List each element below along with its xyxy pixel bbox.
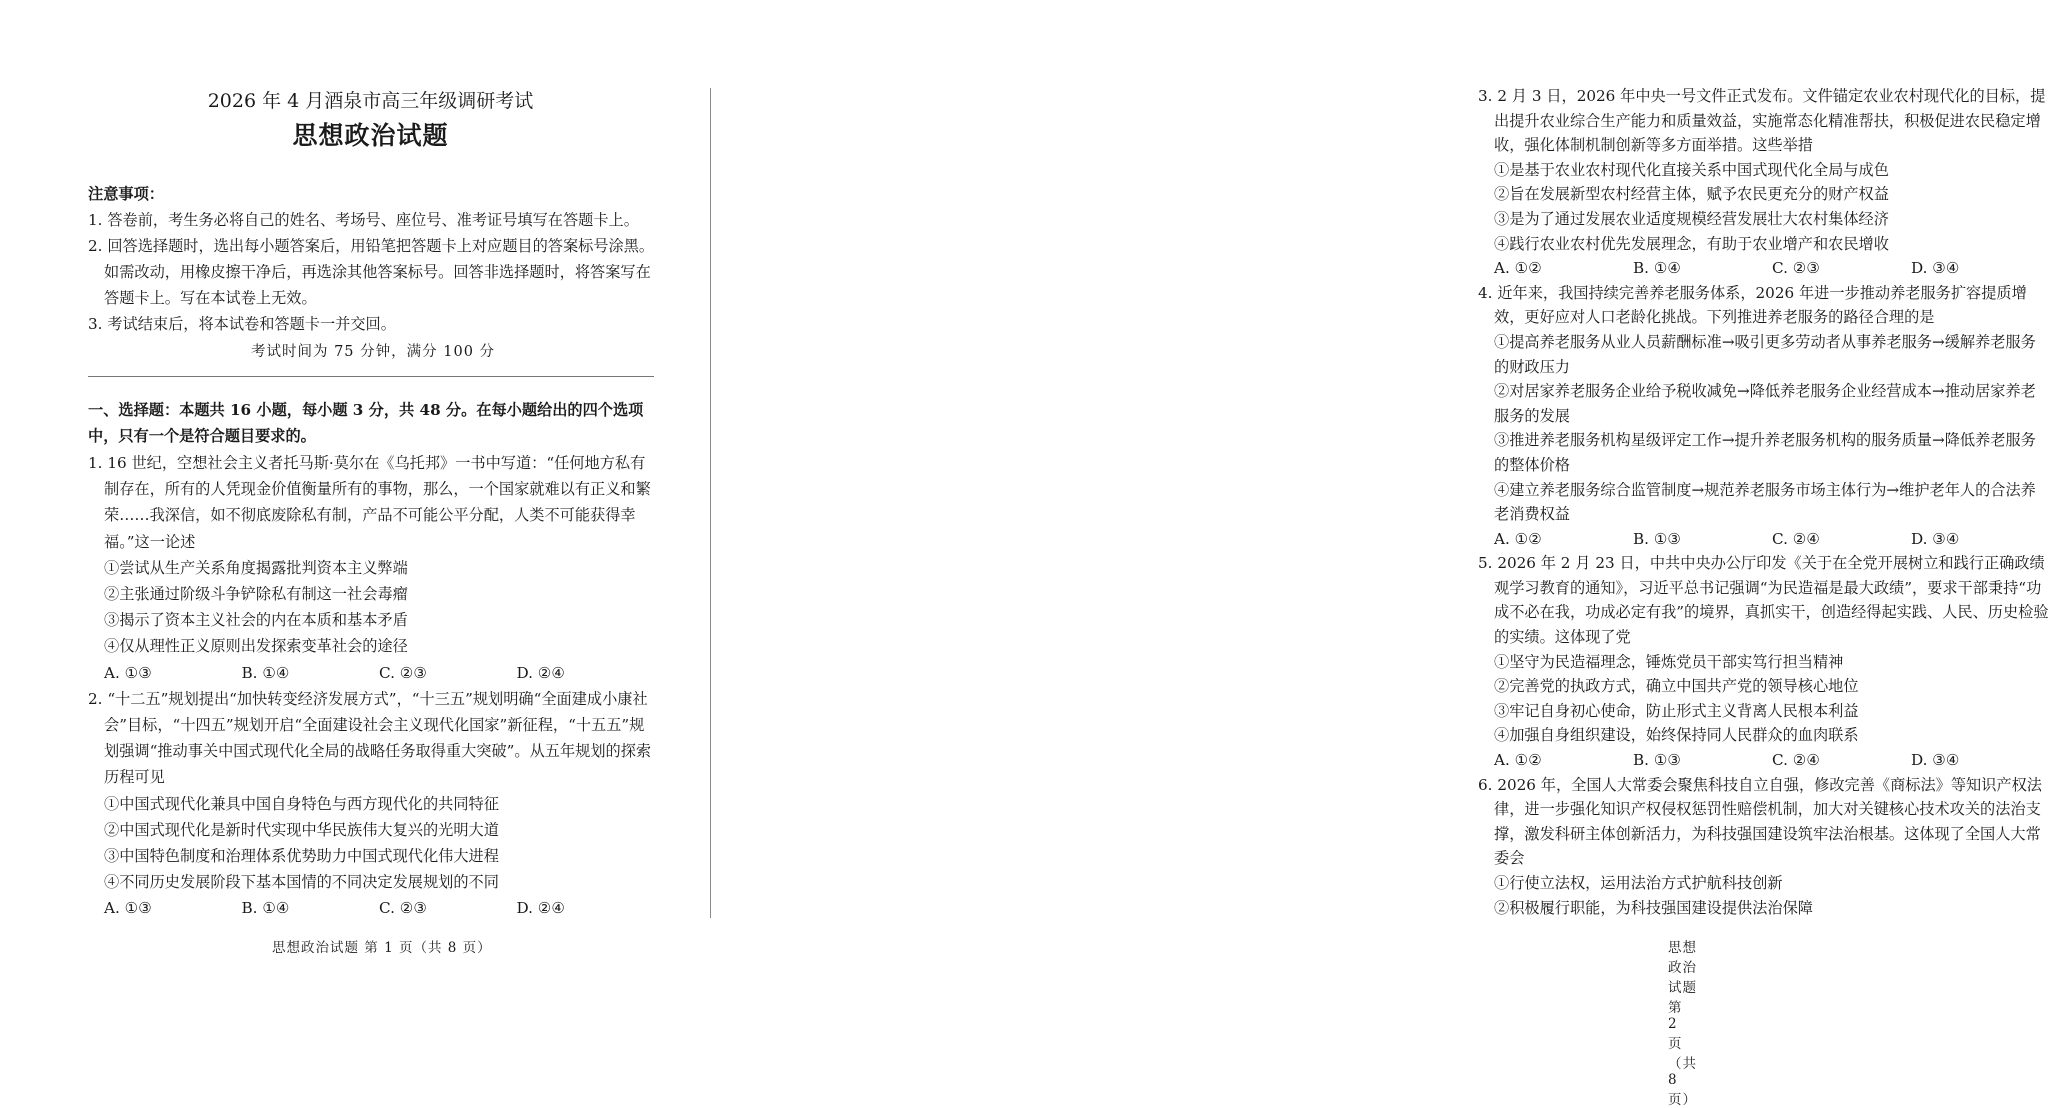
option-c: C. ②④ <box>1772 751 1820 770</box>
statement: ③是为了通过发展农业适度规模经营发展壮大农村集体经济 <box>1494 209 1889 228</box>
answer-options <box>88 895 654 921</box>
option-b: B. ①③ <box>1633 529 1682 548</box>
option-c: C. ②④ <box>1772 529 1820 548</box>
option-b: B. ①④ <box>241 663 290 682</box>
page-footer: 思想政治试题 第 2 页（共 8 页） <box>1668 940 1697 1108</box>
question-stem: 3. 2 月 3 日，2026 年中央一号文件正式发布。文件锚定农业农村现代化的目标，提出提升农业综合生产能力和质量效益，实施常态化精准帮扶，积极促进农民稳定增收，强化体制机制创新等多方面举措。这些举措 <box>1478 87 2046 155</box>
statement: ①坚守为民造福理念，锤炼党员干部实笃行担当精神 <box>1494 652 1844 671</box>
statement: ②中国式现代化是新时代实现中华民族伟大复兴的光明大道 <box>104 820 499 839</box>
notes-heading: 注意事项： <box>88 185 164 203</box>
option-b: B. ①③ <box>1633 751 1682 770</box>
exam-page-2 <box>712 0 2049 1108</box>
option-d: D. ②④ <box>516 663 566 682</box>
option-a: A. ①③ <box>104 899 152 918</box>
statement: ①是基于农业农村现代化直接关系中国式现代化全局与成色 <box>1494 160 1889 179</box>
option-b: B. ①④ <box>241 899 290 918</box>
option-d: D. ③④ <box>1911 259 1960 278</box>
question-stem: 4. 近年来，我国持续完善养老服务体系，2026 年进一步推动养老服务扩容提质增效，更好应对人口老龄化挑战。下列推进养老服务的路径合理的是 <box>1478 283 2027 327</box>
statement: ③推进养老服务机构星级评定工作→提升养老服务机构的服务质量→降低养老服务的整体价格 <box>1494 431 2036 474</box>
exam-time-line: 考试时间为 75 分钟，满分 100 分 <box>250 344 496 360</box>
statement: ②对居家养老服务企业给予税收减免→降低养老服务企业经营成本→推动居家养老服务的发展 <box>1494 382 2036 425</box>
question-list-left <box>88 450 654 922</box>
answer-options <box>1478 748 2050 773</box>
question-4 <box>1478 281 2050 552</box>
question-1 <box>88 450 654 686</box>
page-footer: 思想政治试题 第 1 页（共 8 页） <box>272 940 492 956</box>
option-a: A. ①② <box>1494 259 1542 278</box>
question-list-right <box>1478 84 2050 920</box>
statement: ④加强自身组织建设，始终保持同人民群众的血肉联系 <box>1494 726 1859 745</box>
option-b: B. ①④ <box>1633 259 1682 278</box>
statement: ③牢记自身初心使命，防止形式主义背离人民根本利益 <box>1494 701 1859 720</box>
option-d: D. ②④ <box>516 899 566 918</box>
note-item: 2. 回答选择题时，选出每小题答案后，用铅笔把答题卡上对应题目的答案标号涂黑。如需改动，用橡皮擦干净后，再选涂其他答案标号。回答非选择题时，将答案写在答题卡上。写在本试卷上无效。 <box>88 237 655 307</box>
note-item: 1. 答卷前，考生务必将自己的姓名、考场号、座位号、准考证号填写在答题卡上。 <box>88 211 639 229</box>
subject-title: 思想政治试题 <box>292 121 449 150</box>
exam-title: 2026 年 4 月酒泉市高三年级调研考试 <box>207 90 534 112</box>
option-d: D. ③④ <box>1911 751 1960 770</box>
question-stem: 5. 2026 年 2 月 23 日，中共中央办公厅印发《关于在全党开展树立和践行正确政绩观学习教育的通知》，习近平总书记强调“为民造福是最大政绩”，要求干部秉持“功成不必在我，功成必定有我”的境界，真抓实干，创造经得起实践、人民、历史检验的实绩。这体现了党 <box>1478 554 2049 647</box>
option-a: A. ①② <box>1494 529 1542 548</box>
option-a: A. ①③ <box>104 663 152 682</box>
section-divider <box>88 376 654 377</box>
question-stem: 2. “十二五”规划提出“加快转变经济发展方式”，“十三五”规划明确“全面建成小康社会”目标，“十四五”规划开启“全面建设社会主义现代化国家”新征程，“十五五”规划强调“推动事关中国式现代化全局的战略任务取得重大突破”。从五年规划的探索历程可见 <box>88 689 652 787</box>
option-d: D. ③④ <box>1911 529 1960 548</box>
exam-page-1 <box>0 0 712 1005</box>
statement: ④不同历史发展阶段下基本国情的不同决定发展规划的不同 <box>104 873 499 892</box>
option-c: C. ②③ <box>379 663 427 682</box>
statement: ①提高养老服务从业人员薪酬标准→吸引更多劳动者从事养老服务→缓解养老服务的财政压力 <box>1494 332 2036 376</box>
statement: ④建立养老服务综合监管制度→规范养老服务市场主体行为→维护老年人的合法养老消费权益 <box>1494 480 2036 524</box>
section-heading: 一、选择题：本题共 16 小题，每小题 3 分，共 48 分。在每小题给出的四个选项中，只有一个是符合题目要求的。 <box>88 401 644 445</box>
question-2 <box>88 686 654 922</box>
question-3 <box>1478 84 2050 281</box>
statement: ①行使立法权，运用法治方式护航科技创新 <box>1494 874 1783 892</box>
question-stem: 1. 16 世纪，空想社会主义者托马斯·莫尔在《乌托邦》一书中写道：“任何地方私有制存在，所有的人凭现金价值衡量所有的事物，那么，一个国家就难以有正义和繁荣……我深信，如不彻底废除私有制，产品不可能公平分配，人类不可能获得幸福。”这一论述 <box>88 454 651 551</box>
statement: ②主张通过阶级斗争铲除私有制这一社会毒瘤 <box>104 585 408 604</box>
statement: ①尝试从生产关系角度揭露批判资本主义弊端 <box>104 558 408 577</box>
notes-section <box>88 181 658 365</box>
question-stem: 6. 2026 年，全国人大常委会聚焦科技自立自强，修改完善《商标法》等知识产权法律，进一步强化知识产权侵权惩罚性赔偿机制，加大对关键核心技术攻关的法治支撑，激发科研主体创新活力，为科技强国建设筑牢法治根基。这体现了全国人大常委会 <box>1478 775 2042 868</box>
option-c: C. ②③ <box>1772 259 1820 278</box>
statement: ④仅从理性正义原则出发探索变革社会的途径 <box>104 637 408 656</box>
statement: ③中国特色制度和治理体系优势助力中国式现代化伟大进程 <box>104 847 499 866</box>
question-6 <box>1478 773 2050 921</box>
option-a: A. ①② <box>1494 751 1542 770</box>
statement: ④践行农业农村优先发展理念，有助于农业增产和农民增收 <box>1494 234 1889 253</box>
note-item: 3. 考试结束后，将本试卷和答题卡一并交回。 <box>88 315 396 333</box>
answer-options <box>1478 527 2050 552</box>
statement: ②积极履行职能，为科技强国建设提供法治保障 <box>1494 898 1813 917</box>
option-c: C. ②③ <box>379 899 427 918</box>
statement: ③揭示了资本主义社会的内在本质和基本矛盾 <box>104 611 408 630</box>
statement: ②旨在发展新型农村经营主体，赋予农民更充分的财产权益 <box>1494 185 1889 204</box>
question-5 <box>1478 551 2050 772</box>
page-divider <box>710 88 711 918</box>
answer-options <box>1478 256 2050 281</box>
statement: ②完善党的执政方式，确立中国共产党的领导核心地位 <box>1494 677 1859 696</box>
answer-options <box>88 660 654 686</box>
statement: ①中国式现代化兼具中国自身特色与西方现代化的共同特征 <box>104 794 499 813</box>
